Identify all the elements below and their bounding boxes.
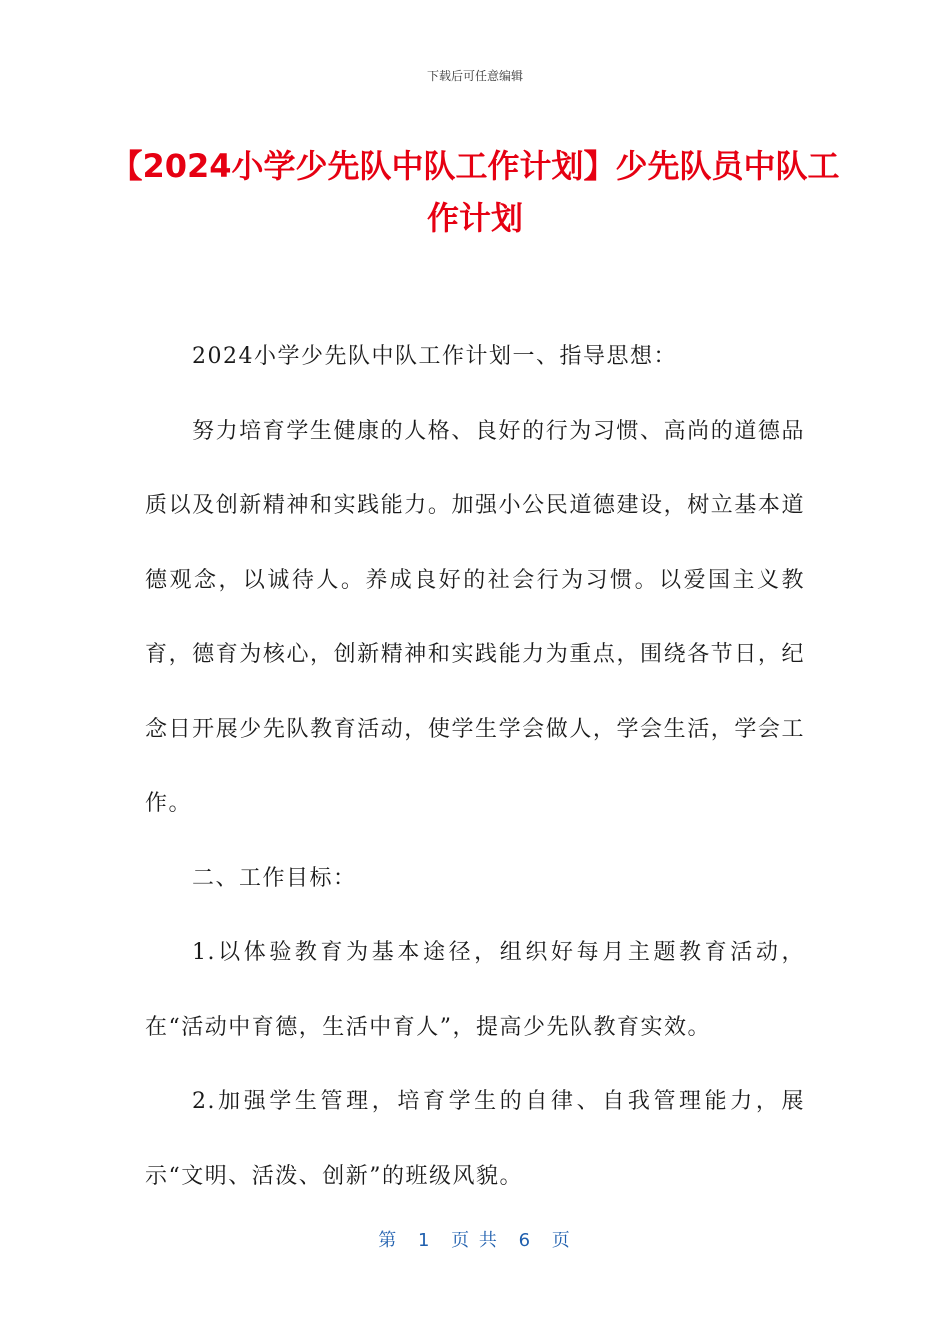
paragraph-guiding-thought: 2024小学少先队中队工作计划一、指导思想： (192, 344, 677, 369)
document-title: 【2024小学少先队中队工作计划】少先队员中队工作计划 (110, 147, 840, 237)
document-body (145, 320, 805, 1214)
header-note: 下载后可任意编辑 (426, 69, 523, 83)
footer-total-pages: 6 (518, 1230, 533, 1251)
paragraph-guiding-content: 努力培育学生健康的人格、良好的行为习惯、高尚的道德品质以及创新精神和实践能力。加强小公民道德建设，树立基本道德观念，以诚待人。养成良好的社会行为习惯。以爱国主义教育，德育为核心，创新精神和实践能力为重点，围绕各节日，纪念日开展少先队教育活动，使学生学会做人，学会生活，学会工作。 (145, 418, 805, 816)
footer-total-label: 页 共 (451, 1230, 499, 1251)
footer-page-label: 第 (378, 1230, 399, 1251)
footer-current-page: 1 (417, 1230, 432, 1251)
paragraph-goal-1: 1.以体验教育为基本途径，组织好每月主题教育活动，在“活动中育德，生活中育人”，提高少先队教育实效。 (145, 940, 805, 1040)
paragraph-work-goals-heading: 二、工作目标： (192, 865, 357, 891)
footer-end-label: 页 (551, 1230, 572, 1251)
paragraph-goal-2: 2.加强学生管理，培育学生的自律、自我管理能力，展示“文明、活泼、创新”的班级风貌。 (145, 1089, 805, 1189)
page-footer (0, 1226, 950, 1252)
